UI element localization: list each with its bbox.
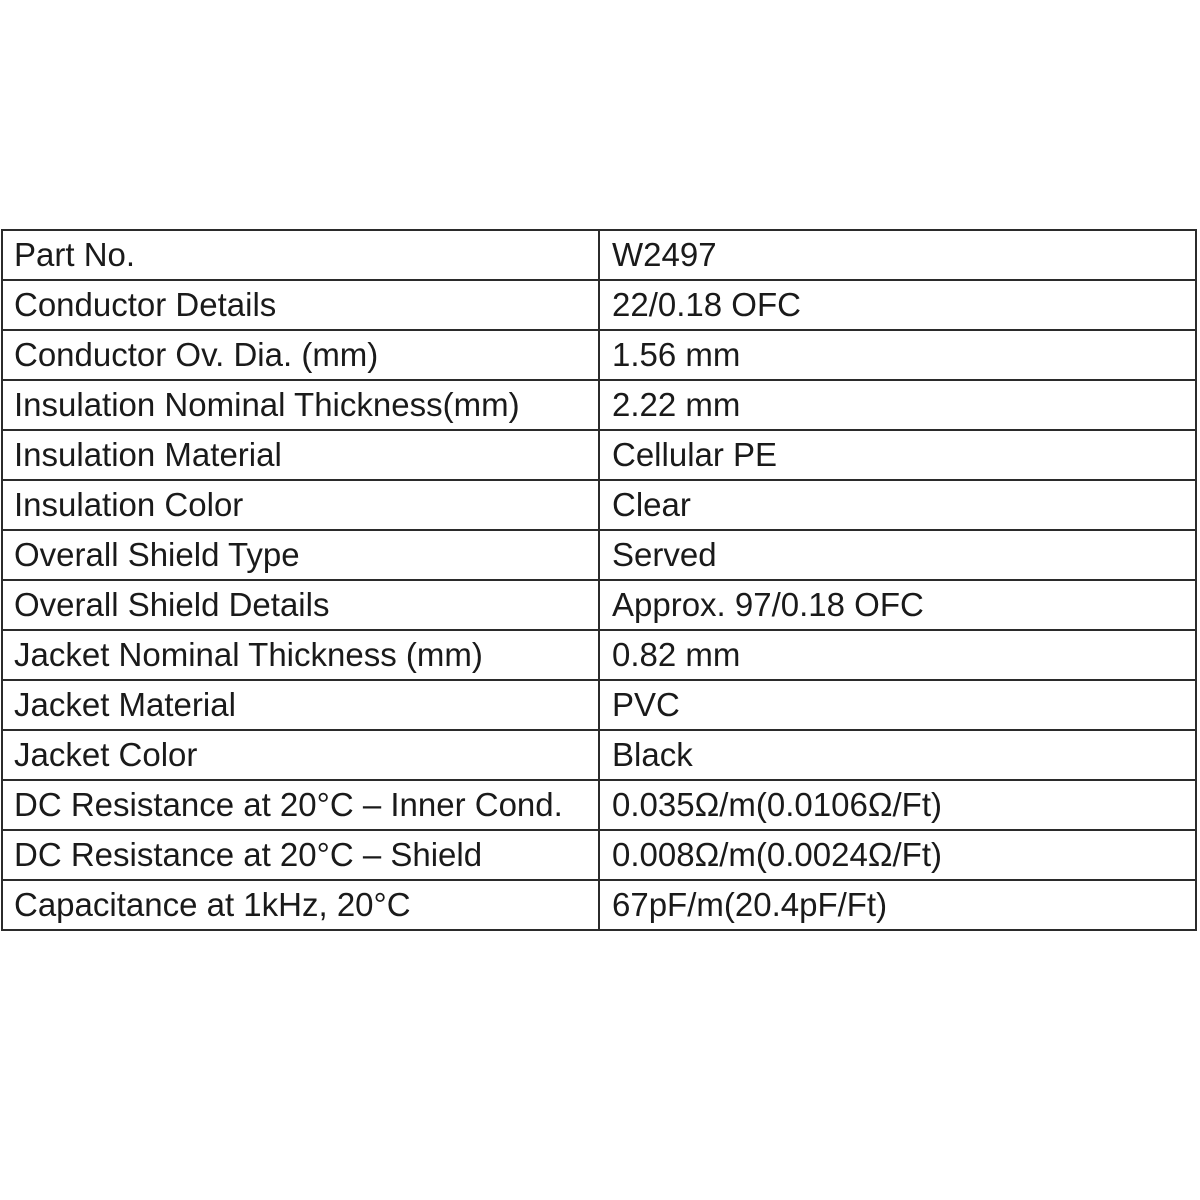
spec-table-body xyxy=(2,230,1196,930)
spec-label: Insulation Color xyxy=(2,480,599,530)
spec-value: PVC xyxy=(599,680,1196,730)
spec-label: Part No. xyxy=(2,230,599,280)
spec-value: Cellular PE xyxy=(599,430,1196,480)
spec-row xyxy=(2,280,1196,330)
spec-value: W2497 xyxy=(599,230,1196,280)
spec-row xyxy=(2,580,1196,630)
spec-value: 1.56 mm xyxy=(599,330,1196,380)
spec-row xyxy=(2,530,1196,580)
spec-value: Served xyxy=(599,530,1196,580)
spec-row xyxy=(2,230,1196,280)
spec-label: Jacket Material xyxy=(2,680,599,730)
spec-label: DC Resistance at 20°C – Shield xyxy=(2,830,599,880)
spec-label: Jacket Color xyxy=(2,730,599,780)
spec-value: 22/0.18 OFC xyxy=(599,280,1196,330)
spec-row xyxy=(2,430,1196,480)
spec-value: 67pF/m(20.4pF/Ft) xyxy=(599,880,1196,930)
spec-value: Approx. 97/0.18 OFC xyxy=(599,580,1196,630)
spec-row xyxy=(2,730,1196,780)
spec-row xyxy=(2,380,1196,430)
spec-row xyxy=(2,830,1196,880)
spec-row xyxy=(2,630,1196,680)
spec-value: Black xyxy=(599,730,1196,780)
spec-label: Overall Shield Details xyxy=(2,580,599,630)
spec-label: Overall Shield Type xyxy=(2,530,599,580)
spec-row xyxy=(2,330,1196,380)
spec-label: Insulation Nominal Thickness(mm) xyxy=(2,380,599,430)
spec-label: Capacitance at 1kHz, 20°C xyxy=(2,880,599,930)
spec-label: Conductor Details xyxy=(2,280,599,330)
spec-label: DC Resistance at 20°C – Inner Cond. xyxy=(2,780,599,830)
spec-value: 0.82 mm xyxy=(599,630,1196,680)
spec-row xyxy=(2,880,1196,930)
spec-label: Jacket Nominal Thickness (mm) xyxy=(2,630,599,680)
spec-row xyxy=(2,780,1196,830)
spec-label: Insulation Material xyxy=(2,430,599,480)
spec-value: 0.035Ω/m(0.0106Ω/Ft) xyxy=(599,780,1196,830)
spec-row xyxy=(2,480,1196,530)
spec-row xyxy=(2,680,1196,730)
spec-label: Conductor Ov. Dia. (mm) xyxy=(2,330,599,380)
spec-value: 2.22 mm xyxy=(599,380,1196,430)
spec-value: Clear xyxy=(599,480,1196,530)
spec-table xyxy=(1,229,1197,931)
spec-value: 0.008Ω/m(0.0024Ω/Ft) xyxy=(599,830,1196,880)
